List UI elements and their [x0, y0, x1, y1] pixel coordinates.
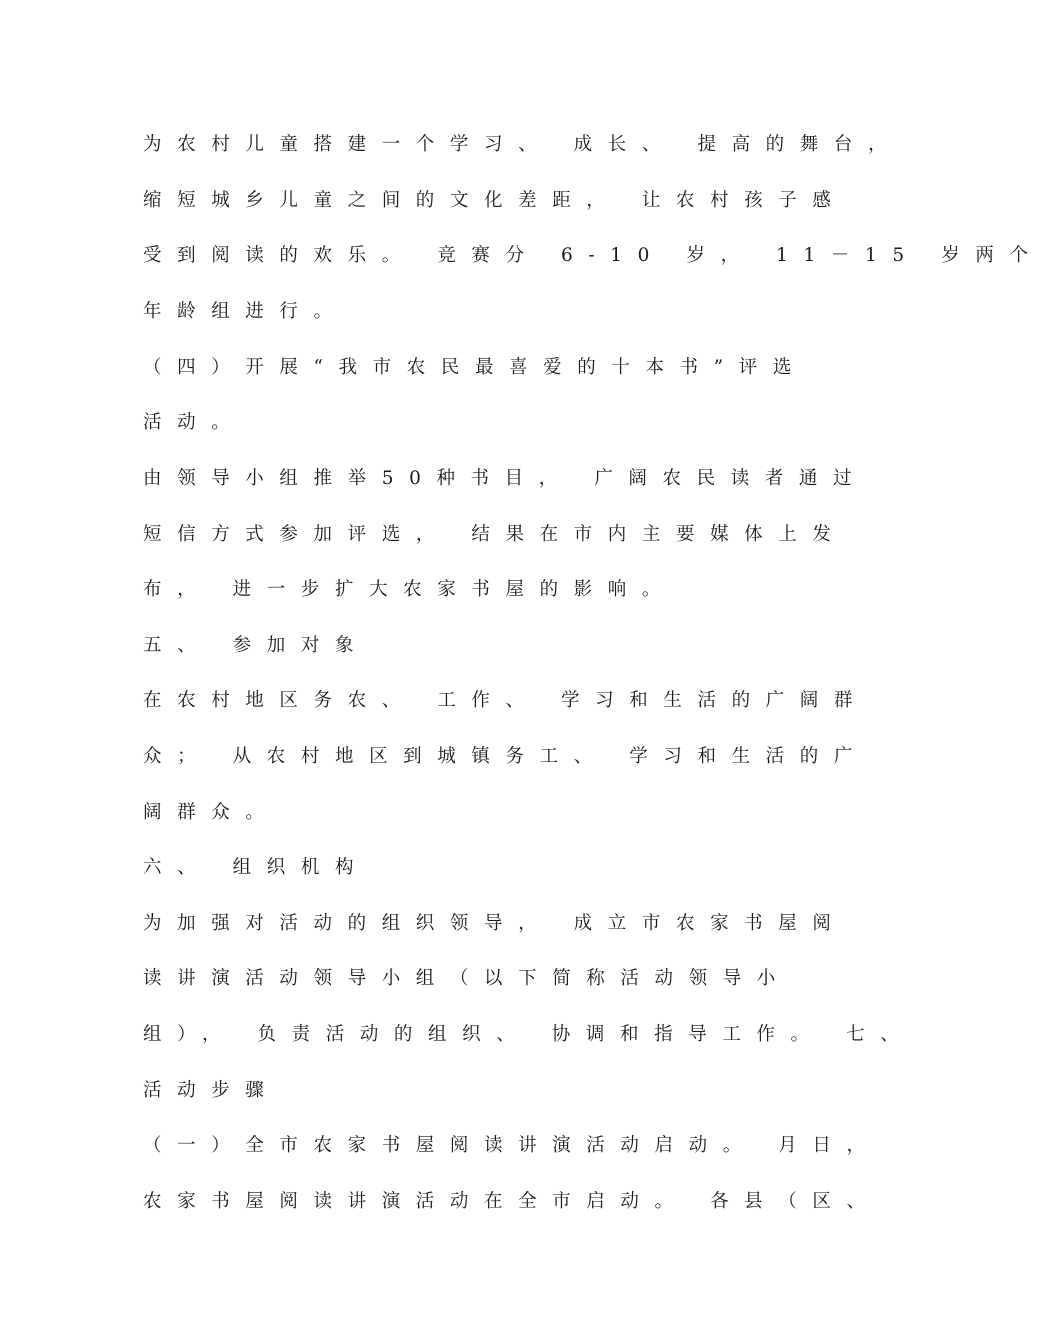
section-heading: 五、 参加对象	[143, 635, 370, 656]
text-line: 在农村地区务农、 工作、 学习和生活的广阔群	[143, 690, 868, 711]
text-line: （一）全市农家书屋阅读讲演活动启动。 月日，	[143, 1135, 881, 1156]
text-line: 为农村儿童搭建一个学习、 成长、 提高的舞台，	[143, 134, 903, 155]
text-line: 众； 从农村地区到城镇务工、 学习和生活的广	[143, 746, 868, 767]
text-line: 年龄组进行。	[143, 301, 348, 322]
section-heading: 活动步骤	[143, 1080, 280, 1101]
text-line: 农家书屋阅读讲演活动在全市启动。 各县（区、	[143, 1191, 881, 1212]
text-line: 布， 进一步扩大农家书屋的影响。	[143, 579, 676, 600]
text-line: 阔群众。	[143, 802, 280, 823]
text-line: 读讲演活动领导小组（以下简称活动领导小	[143, 968, 791, 989]
text-line: 由领导小组推举50种书目， 广阔农民读者通过	[143, 468, 868, 489]
text-line: 受到阅读的欢乐。 竞赛分 6-10 岁， 11－15 岁两个	[143, 245, 1044, 266]
text-line: 短信方式参加评选， 结果在市内主要媒体上发	[143, 524, 847, 545]
section-heading: 六、 组织机构	[143, 857, 370, 878]
text-line: 组）， 负责活动的组织、 协调和指导工作。 七、	[143, 1024, 915, 1045]
text-line: 活动。	[143, 412, 246, 433]
text-line: 缩短城乡儿童之间的文化差距， 让农村孩子感	[143, 190, 847, 211]
text-line: 为加强对活动的组织领导， 成立市农家书屋阅	[143, 913, 847, 934]
section-heading: （四）开展“我市农民最喜爱的十本书”评选	[143, 357, 807, 378]
